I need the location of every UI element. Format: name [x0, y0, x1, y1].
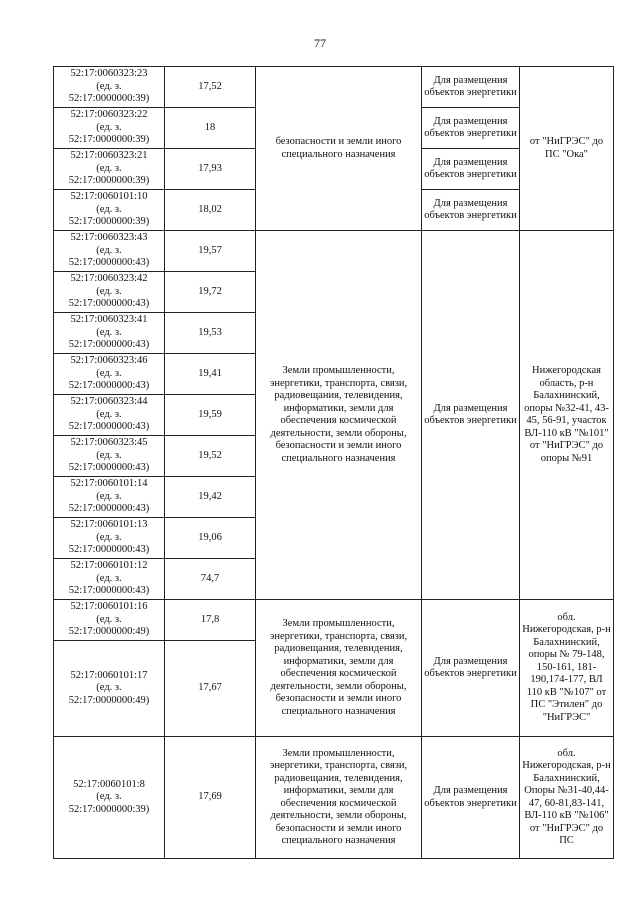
area-cell: 17,8: [165, 600, 256, 641]
permitted-use-cell: Для размещения объектов энергетики: [422, 600, 520, 737]
area-cell: 19,41: [165, 354, 256, 395]
area-cell: 18: [165, 108, 256, 149]
location-cell: обл. Нижегородская, р-н Балахнинский, Опоры №31-40,44-47, 60-81,83-141, ВЛ-110 кВ "№106" от "НиГРЭС" до ПС: [520, 737, 614, 859]
cadastral-number-cell: 52:17:0060323:46 (ед. з. 52:17:0000000:43): [54, 354, 165, 395]
cadastral-number-cell: 52:17:0060323:23 (ед. з. 52:17:0000000:39): [54, 67, 165, 108]
cadastral-number-cell: 52:17:0060101:16 (ед. з. 52:17:0000000:49): [54, 600, 165, 641]
table-row: [54, 67, 614, 108]
permitted-use-cell: Для размещения объектов энергетики: [422, 67, 520, 108]
permitted-use-cell: Для размещения объектов энергетики: [422, 190, 520, 231]
cadastral-number-cell: 52:17:0060101:12 (ед. з. 52:17:0000000:43): [54, 559, 165, 600]
land-category-cell: Земли промышленности, энергетики, транспорта, связи, радиовещания, телевидения, информатики, земли для обеспечения космической деятельности, земли обороны, безопасности и земли иного специального назначения: [256, 231, 422, 600]
area-cell: 19,53: [165, 313, 256, 354]
location-cell: от "НиГРЭС" до ПС "Ока": [520, 67, 614, 231]
table-row: [54, 737, 614, 859]
permitted-use-cell: Для размещения объектов энергетики: [422, 737, 520, 859]
area-cell: 17,52: [165, 67, 256, 108]
land-category-cell: Земли промышленности, энергетики, транспорта, связи, радиовещания, телевидения, информатики, земли для обеспечения космической деятельности, земли обороны, безопасности и земли иного специального назначения: [256, 737, 422, 859]
cadastral-number-cell: 52:17:0060101:14 (ед. з. 52:17:0000000:43): [54, 477, 165, 518]
cadastral-number-cell: 52:17:0060323:42 (ед. з. 52:17:0000000:43): [54, 272, 165, 313]
permitted-use-cell: Для размещения объектов энергетики: [422, 231, 520, 600]
cadastral-number-cell: 52:17:0060323:43 (ед. з. 52:17:0000000:43): [54, 231, 165, 272]
cadastral-number-cell: 52:17:0060101:8 (ед. з. 52:17:0000000:39): [54, 737, 165, 859]
table-row: [54, 600, 614, 641]
area-cell: 19,72: [165, 272, 256, 313]
cadastral-number-cell: 52:17:0060101:13 (ед. з. 52:17:0000000:43): [54, 518, 165, 559]
area-cell: 19,59: [165, 395, 256, 436]
area-cell: 17,93: [165, 149, 256, 190]
location-cell: Нижегородская область, р-н Балахнинский, опоры №32-41, 43-45, 56-91, участок ВЛ-110 кВ "№101" от "НиГРЭС" до опоры №91: [520, 231, 614, 600]
table-row: [54, 231, 614, 272]
cadastral-number-cell: 52:17:0060101:10 (ед. з. 52:17:0000000:39): [54, 190, 165, 231]
location-cell: обл. Нижегородская, р-н Балахнинский, опоры № 79-148, 150-161, 181-190,174-177, ВЛ 110 кВ "№107" от ПС "Этилен" до "НиГРЭС": [520, 600, 614, 737]
area-cell: 17,67: [165, 641, 256, 737]
cadastral-number-cell: 52:17:0060323:41 (ед. з. 52:17:0000000:43): [54, 313, 165, 354]
land-category-cell: Земли промышленности, энергетики, транспорта, связи, радиовещания, телевидения, информатики, земли для обеспечения космической деятельности, земли обороны, безопасности и земли иного специального назначения: [256, 600, 422, 737]
cadastral-number-cell: 52:17:0060101:17 (ед. з. 52:17:0000000:49): [54, 641, 165, 737]
cadastral-number-cell: 52:17:0060323:44 (ед. з. 52:17:0000000:43): [54, 395, 165, 436]
area-cell: 19,42: [165, 477, 256, 518]
cadastral-number-cell: 52:17:0060323:21 (ед. з. 52:17:0000000:39): [54, 149, 165, 190]
land-category-cell: безопасности и земли иного специального назначения: [256, 67, 422, 231]
area-cell: 19,52: [165, 436, 256, 477]
land-plots-table: [53, 66, 614, 859]
area-cell: 18,02: [165, 190, 256, 231]
area-cell: 19,06: [165, 518, 256, 559]
permitted-use-cell: Для размещения объектов энергетики: [422, 108, 520, 149]
area-cell: 74,7: [165, 559, 256, 600]
cadastral-number-cell: 52:17:0060323:45 (ед. з. 52:17:0000000:43): [54, 436, 165, 477]
area-cell: 19,57: [165, 231, 256, 272]
area-cell: 17,69: [165, 737, 256, 859]
permitted-use-cell: Для размещения объектов энергетики: [422, 149, 520, 190]
cadastral-number-cell: 52:17:0060323:22 (ед. з. 52:17:0000000:39): [54, 108, 165, 149]
page-number: 77: [314, 36, 326, 50]
